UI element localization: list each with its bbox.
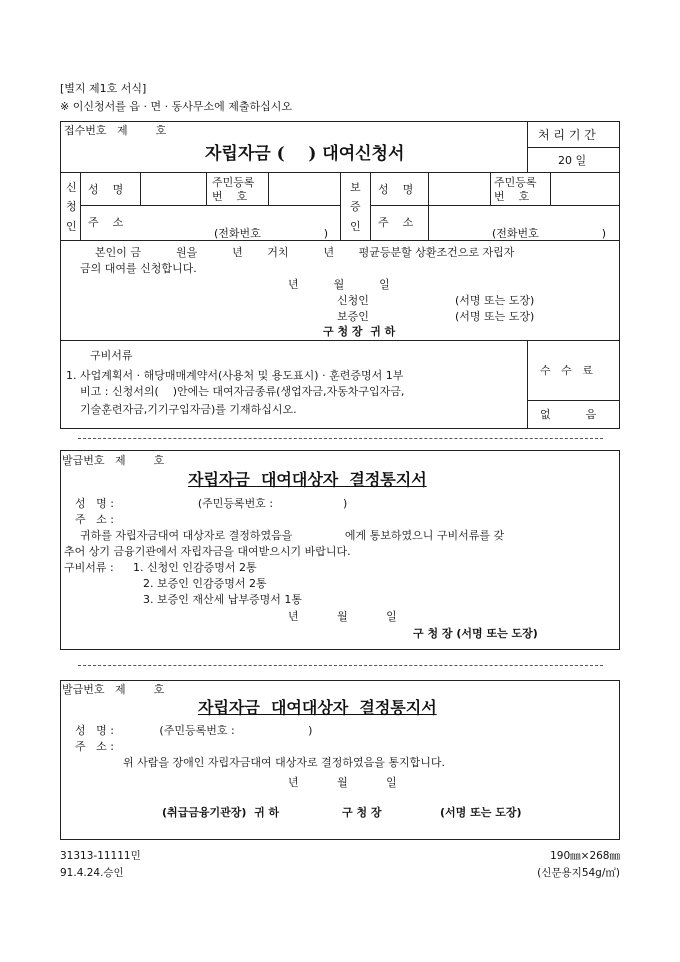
fee-label: 수 수 료 [540, 364, 593, 377]
guarantor-id-label-1: 주민등록 [494, 176, 537, 189]
guarantor-address-label: 주 소 [378, 216, 414, 229]
applicant-phone-label: (전화번호 ) [214, 227, 329, 240]
guarantor-sign-label: 보증인 [337, 310, 369, 323]
form-code: 31313-11111민 [60, 850, 141, 862]
processing-period-label: 처 리 기 간 [538, 128, 596, 142]
notice2-title: 자립자금 대여대상자 결정통지서 [198, 698, 437, 717]
paper-type: (신문용지54g/㎡) [537, 867, 620, 879]
notice2-name-line: 성 명 : (주민등록번호 : ) [75, 724, 313, 737]
guarantor-sign-note: (서명 또는 도장) [455, 310, 535, 323]
notice1-body-line2: 추어 상기 금융기관에서 자립자금을 대여받으시기 바랍니다. [64, 545, 351, 558]
applicant-id-label-1: 주민등록 [212, 176, 255, 189]
notice2-address-line: 주 소 : [75, 740, 114, 753]
notice1-doc2: 2. 보증인 인감증명서 2통 [143, 577, 267, 590]
notice1-date: 년 월 일 [288, 610, 397, 623]
processing-period-value: 20 일 [558, 154, 587, 167]
applicant-name-label: 성 명 [88, 183, 124, 196]
application-date: 년 월 일 [288, 278, 390, 291]
cut-line [78, 665, 603, 666]
application-form [60, 121, 620, 429]
application-body-line1: 본인이 금 원을 년 거치 년 평균등분할 상환조건으로 자립자 [95, 246, 515, 259]
applicant-sign-label: 신청인 [337, 294, 369, 307]
applicant-label-2: 청 [66, 200, 77, 213]
submission-note: ※ 이신청서를 읍 · 면 · 동사무소에 제출하십시오 [60, 100, 292, 113]
paper-size: 190㎜×268㎜ [550, 850, 620, 862]
required-docs-line1: 1. 사업계획서 · 해당매매계약서(사용처 및 용도표시) · 훈련증명서 1부 [66, 369, 404, 382]
notice1-signer: 구 청 장 (서명 또는 도장) [413, 627, 538, 640]
notice1-address-line: 주 소 : [75, 513, 114, 526]
guarantor-label-2: 증 [350, 200, 361, 213]
approval-date: 91.4.24.승인 [60, 867, 124, 879]
applicant-id-label-2: 번 호 [212, 190, 248, 203]
cut-line [78, 438, 603, 439]
application-addressee: 구 청 장 귀 하 [323, 325, 396, 338]
notice2-addressee: (취급금융기관장) 귀 하 [162, 806, 280, 819]
notice1-name-line: 성 명 : (주민등록번호 : ) [75, 497, 348, 510]
required-docs-title: 구비서류 [90, 349, 133, 362]
fee-value: 없 음 [540, 408, 597, 421]
applicant-address-label: 주 소 [88, 216, 124, 229]
notice2-issue-number: 발급번호 제 호 [62, 683, 165, 696]
notice1-title: 자립자금 대여대상자 결정통지서 [188, 470, 427, 489]
application-title: 자립자금 ( ) 대여신청서 [205, 144, 405, 164]
notice2-body-line: 위 사람을 장애인 자립자금대여 대상자로 결정하였음을 통지합니다. [123, 756, 446, 769]
required-docs-line3: 기술훈련자금,기기구입자금)를 기재하십시오. [80, 403, 297, 416]
guarantor-id-label-2: 번 호 [494, 190, 530, 203]
application-body-line2: 금의 대여를 신청합니다. [80, 262, 197, 275]
applicant-label-3: 인 [66, 220, 77, 233]
notice1-body-line1: 귀하를 자립자금대여 대상자로 결정하였음을 에게 통보하였으니 구비서류를 갖 [80, 529, 505, 542]
notice2-issuer: 구 청 장 [342, 806, 382, 819]
guarantor-label-3: 인 [350, 220, 361, 233]
receipt-number: 접수번호 제 호 [64, 124, 167, 137]
notice1-doc1: 1. 신청인 인감증명서 2통 [133, 561, 257, 574]
notice1-doc3: 3. 보증인 재산세 납부증명서 1통 [143, 593, 302, 606]
notice2-date: 년 월 일 [288, 776, 397, 789]
guarantor-name-label: 성 명 [378, 183, 414, 196]
applicant-label-1: 신 [66, 181, 77, 194]
guarantor-phone-label: (전화번호 ) [492, 227, 607, 240]
guarantor-label-1: 보 [350, 181, 361, 194]
form-label: [별지 제1호 서식] [60, 82, 147, 95]
notice1-issue-number: 발급번호 제 호 [62, 454, 165, 467]
required-docs-line2: 비고 : 신청서의( )안에는 대여자금종류(생업자금,자동차구입자금, [80, 385, 405, 398]
notice1-docs-label: 구비서류 : [64, 561, 114, 574]
applicant-sign-note: (서명 또는 도장) [455, 294, 535, 307]
notice2-sign-note: (서명 또는 도장) [440, 806, 522, 819]
